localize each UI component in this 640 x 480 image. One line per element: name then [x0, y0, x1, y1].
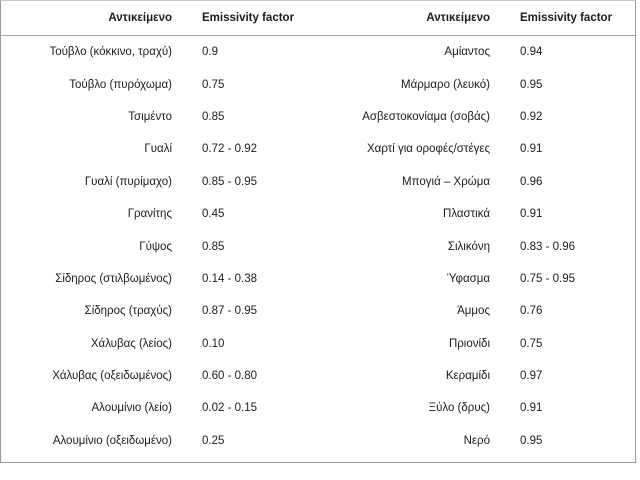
object-name-left: Τσιμέντο: [128, 110, 172, 123]
table-row: [1, 198, 635, 230]
header-row: [1, 1, 635, 36]
table-row: [1, 101, 635, 133]
object-name-right: Κεραμίδι: [445, 370, 490, 383]
table-row: [1, 133, 635, 165]
emissivity-value-right: 0.92: [520, 110, 543, 123]
object-name-left: Σίδηρος (τραχύς): [84, 305, 172, 318]
table-row: [1, 392, 635, 424]
object-name-left: Σίδηρος (στιλβωμένος): [55, 272, 172, 285]
object-name-left: Γύψος: [139, 240, 172, 253]
object-name-left: Τούβλο (πυρόχωμα): [69, 78, 172, 91]
object-name-right: Πλαστικά: [443, 208, 490, 221]
header-object-right: Αντικείμενο: [319, 1, 497, 36]
table-row: [1, 328, 635, 360]
emissivity-value-left: 0.85 - 0.95: [202, 175, 257, 188]
emissivity-value-right: 0.91: [520, 208, 543, 221]
emissivity-value-right: 0.94: [520, 46, 543, 59]
object-name-left: Χάλυβας (οξειδωμένος): [52, 370, 172, 383]
header-object-left: Αντικείμενο: [1, 1, 179, 36]
emissivity-value-right: 0.97: [520, 370, 543, 383]
table-row: [1, 263, 635, 295]
object-name-left: Αλουμίνιο (οξειδωμένο): [52, 434, 172, 447]
object-name-right: Μπογιά – Χρώμα: [402, 175, 490, 188]
emissivity-value-left: 0.10: [202, 337, 225, 350]
table-row: [1, 68, 635, 100]
emissivity-value-left: 0.85: [202, 110, 225, 123]
table-row: [1, 360, 635, 392]
emissivity-value-right: 0.83 - 0.96: [520, 240, 575, 253]
object-name-left: Γυαλί (πυρίμαχο): [84, 175, 172, 188]
emissivity-value-left: 0.75: [202, 78, 225, 91]
emissivity-value-right: 0.91: [520, 143, 543, 156]
object-name-right: Άμμος: [457, 305, 490, 318]
emissivity-value-right: 0.75 - 0.95: [520, 272, 575, 285]
emissivity-value-left: 0.45: [202, 208, 225, 221]
object-name-left: Γρανίτης: [127, 208, 172, 221]
emissivity-value-right: 0.75: [520, 337, 543, 350]
emissivity-value-left: 0.87 - 0.95: [202, 305, 257, 318]
table-header: [1, 1, 635, 36]
table-row: [1, 36, 635, 69]
emissivity-value-left: 0.72 - 0.92: [202, 143, 257, 156]
emissivity-value-left: 0.85: [202, 240, 225, 253]
emissivity-value-right: 0.95: [520, 434, 543, 447]
header-emissivity-left: Emissivity factor: [179, 1, 319, 36]
emissivity-value-right: 0.76: [520, 305, 543, 318]
emissivity-value-left: 0.60 - 0.80: [202, 370, 257, 383]
object-name-left: Γυαλί: [144, 143, 172, 156]
emissivity-value-left: 0.25: [202, 434, 225, 447]
object-name-right: Σιλικόνη: [447, 240, 490, 253]
object-name-right: Πριονίδι: [448, 337, 490, 350]
table-body: [1, 36, 635, 458]
emissivity-table: [1, 1, 635, 457]
object-name-right: Ύφασμα: [446, 272, 490, 285]
emissivity-value-left: 0.02 - 0.15: [202, 402, 257, 415]
object-name-left: Τούβλο (κόκκινο, τραχύ): [49, 46, 172, 59]
object-name-right: Χαρτί για οροφές/στέγες: [367, 143, 490, 156]
emissivity-value-left: 0.9: [202, 46, 218, 59]
object-name-left: Αλουμίνιο (λείο): [91, 402, 172, 415]
emissivity-value-right: 0.96: [520, 175, 543, 188]
table-row: [1, 166, 635, 198]
object-name-right: Ξύλο (δρυς): [428, 402, 490, 415]
table-row: [1, 230, 635, 262]
emissivity-value-left: 0.14 - 0.38: [202, 272, 257, 285]
object-name-right: Μάρμαρο (λευκό): [400, 78, 490, 91]
table-row: [1, 425, 635, 457]
object-name-right: Αμίαντος: [444, 46, 490, 59]
table-row: [1, 295, 635, 327]
object-name-right: Ασβεστοκονίαμα (σοβάς): [362, 110, 490, 123]
object-name-left: Χάλυβας (λείος): [90, 337, 172, 350]
emissivity-value-right: 0.91: [520, 402, 543, 415]
header-emissivity-right: Emissivity factor: [497, 1, 635, 36]
emissivity-value-right: 0.95: [520, 78, 543, 91]
object-name-right: Νερό: [463, 434, 490, 447]
